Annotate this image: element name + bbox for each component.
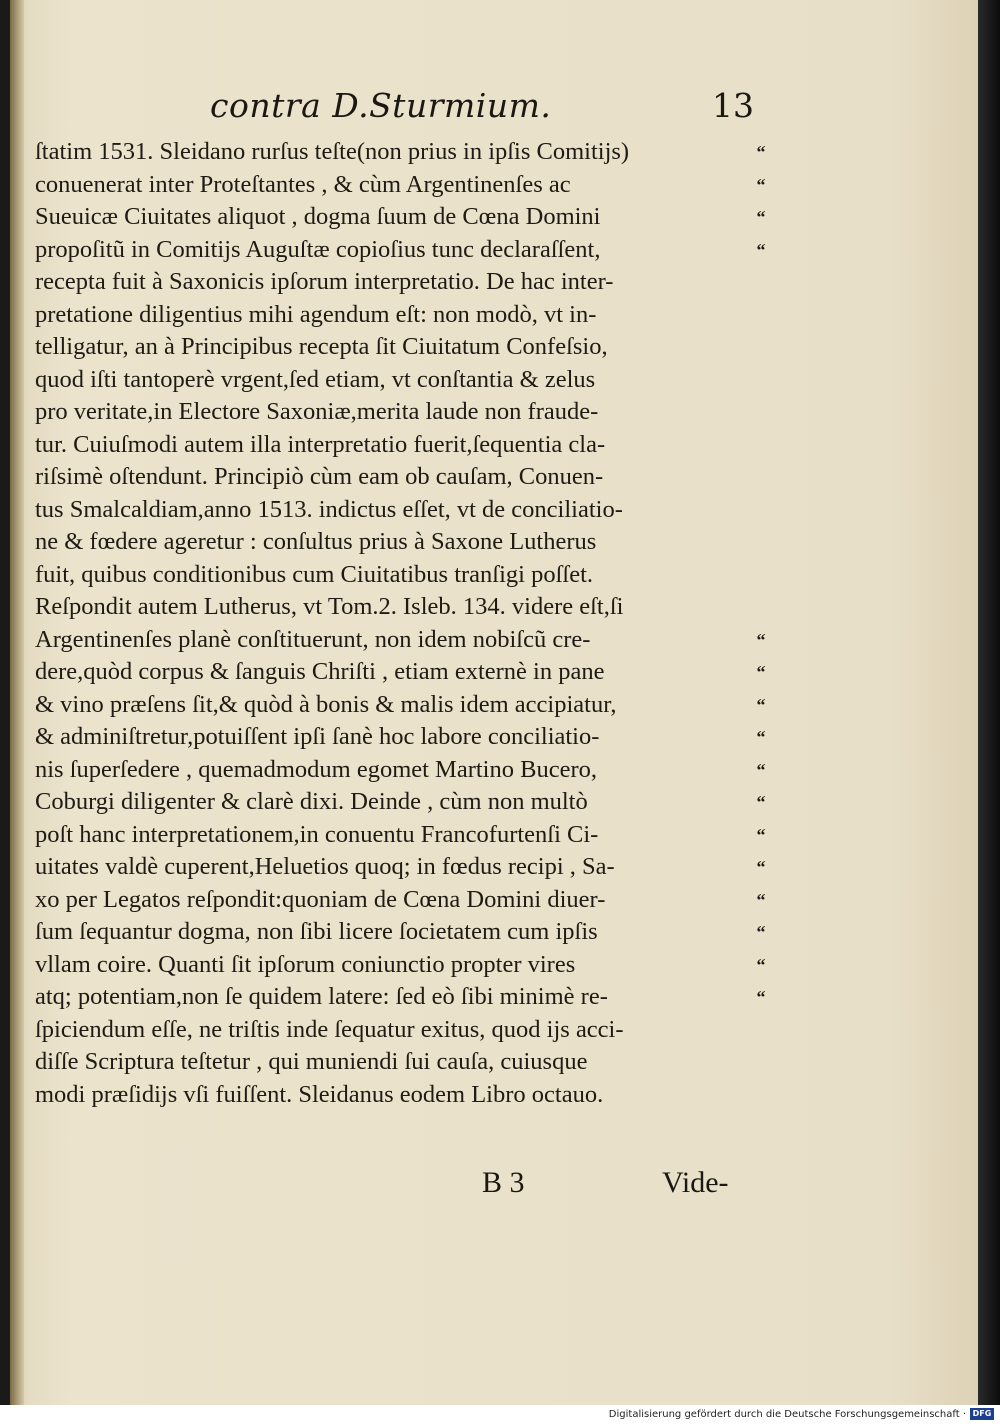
- quote-mark-gap: [748, 396, 774, 429]
- text-line: uitates valdè cuperent,Heluetios quoq; in fœdus recipi , Sa-: [35, 853, 615, 880]
- text-line: conuenerat inter Proteſtantes , & cùm Argentinenſes ac: [35, 170, 571, 198]
- text-line: propoſitũ in Comitijs Auguſtæ copioſius tunc declaraſſent,: [35, 235, 601, 263]
- quote-mark: “: [756, 142, 766, 162]
- quote-mark: “: [756, 207, 766, 227]
- text-line: poſt hanc interpretationem,in conuentu Francofurtenſi Ci-: [35, 820, 599, 848]
- quote-mark-gap: [748, 494, 774, 527]
- quote-mark: “: [756, 889, 766, 910]
- quote-mark: “: [756, 824, 766, 845]
- text-line: Argentinenſes planè conſtituerunt, non idem nobiſcũ cre-: [35, 625, 591, 653]
- text-line: ſtatim 1531. Sleidano rurſus teſte(non prius in ipſis Comitijs): [35, 138, 630, 165]
- quote-mark: “: [756, 792, 766, 812]
- digitization-credit: Digitalisierung gefördert durch die Deutsche Forschungsgemeinschaft ·: [608, 1409, 966, 1420]
- quote-mark: “: [756, 727, 766, 747]
- text-line: quod iſti tantoperè vrgent,ſed etiam, vt conſtantia & zelus: [35, 365, 596, 393]
- quote-mark-gap: [748, 429, 774, 462]
- text-line: modi præſidijs vſi fuiſſent. Sleidanus eodem Libro octauo.: [35, 1080, 604, 1108]
- text-line: pro veritate,in Electore Saxoniæ,merita laude non fraude-: [35, 398, 599, 425]
- text-line: fuit, quibus conditionibus cum Ciuitatibus tranſigi poſſet.: [35, 560, 594, 588]
- quote-mark-gap: [748, 526, 774, 559]
- quote-mark: “: [756, 987, 766, 1007]
- quote-mark: “: [756, 239, 766, 260]
- quote-mark: “: [756, 759, 766, 780]
- quote-mark-gap: [748, 266, 774, 299]
- quote-mark-gap: [748, 331, 774, 364]
- quote-mark: “: [756, 174, 766, 195]
- text-line: atq; potentiam,non ſe quidem latere: ſed eò ſibi minimè re-: [35, 983, 608, 1010]
- text-line: Reſpondit autem Lutherus, vt Tom.2. Isleb. 134. videre eſt,ſi: [35, 593, 624, 620]
- text-line: Coburgi diligenter & clarè dixi. Deinde , cùm non multò: [35, 788, 588, 815]
- quote-mark: “: [756, 629, 766, 650]
- text-line: vllam coire. Quanti ſit ipſorum coniunctio propter vires: [35, 950, 576, 978]
- text-line: telligatur, an à Principibus recepta ſit Ciuitatum Confeſsio,: [35, 333, 608, 360]
- page-gutter: [10, 0, 24, 1405]
- text-line: dere,quòd corpus & ſanguis Chriſti , etiam externè in pane: [35, 658, 605, 685]
- quote-mark-gap: [748, 591, 774, 624]
- text-line: ſum ſequantur dogma, non ſibi licere ſocietatem cum ipſis: [35, 918, 598, 945]
- text-line: & vino præſens ſit,& quòd à bonis & malis idem accipiatur,: [35, 690, 617, 718]
- text-line: diſſe Scriptura teſtetur , qui muniendi ſui cauſa, cuiusque: [35, 1048, 588, 1075]
- text-line: recepta fuit à Saxonicis ipſorum interpretatio. De hac inter-: [35, 268, 614, 295]
- body-text: [35, 136, 735, 1111]
- running-title: contra D.Sturmium.: [210, 86, 552, 125]
- quote-mark: “: [756, 857, 766, 877]
- page-number: 13: [712, 86, 754, 125]
- text-line: ſpiciendum eſſe, ne triſtis inde ſequatur exitus, quod ijs acci-: [35, 1015, 624, 1043]
- quote-mark-gap: [748, 461, 774, 494]
- text-line: tus Smalcaldiam,anno 1513. indictus eſſet, vt de conciliatio-: [35, 495, 623, 523]
- quote-mark: “: [756, 662, 766, 682]
- signature-mark: B 3: [482, 1166, 525, 1199]
- quote-mark-gap: [748, 364, 774, 397]
- scan-edge: [978, 0, 1000, 1405]
- text-line: xo per Legatos reſpondit:quoniam de Cœna Domini diuer-: [35, 885, 606, 913]
- catchword: Vide-: [662, 1166, 729, 1199]
- quote-mark: “: [756, 954, 766, 975]
- text-line: riſsimè oſtendunt. Principiò cùm eam ob cauſam, Conuen-: [35, 463, 604, 490]
- quote-mark-gap: [748, 559, 774, 592]
- text-line: Sueuicæ Ciuitates aliquot , dogma ſuum de Cœna Domini: [35, 203, 601, 230]
- text-line: tur. Cuiuſmodi autem illa interpretatio fuerit,ſequentia cla-: [35, 430, 606, 458]
- text-line: nis ſuperſedere , quemadmodum egomet Martino Bucero,: [35, 755, 597, 783]
- dfg-logo: DFG: [970, 1408, 994, 1420]
- text-line: ne & fœdere ageretur : conſultus prius à Saxone Lutherus: [35, 528, 597, 555]
- text-line: & adminiſtretur,potuiſſent ipſi ſanè hoc labore conciliatio-: [35, 723, 600, 750]
- quote-mark-gap: [748, 299, 774, 332]
- quote-mark: “: [756, 694, 766, 715]
- quotation-margin-marks: [748, 136, 774, 1014]
- quote-mark: “: [756, 922, 766, 942]
- text-line: pretatione diligentius mihi agendum eſt: non modò, vt in-: [35, 300, 597, 328]
